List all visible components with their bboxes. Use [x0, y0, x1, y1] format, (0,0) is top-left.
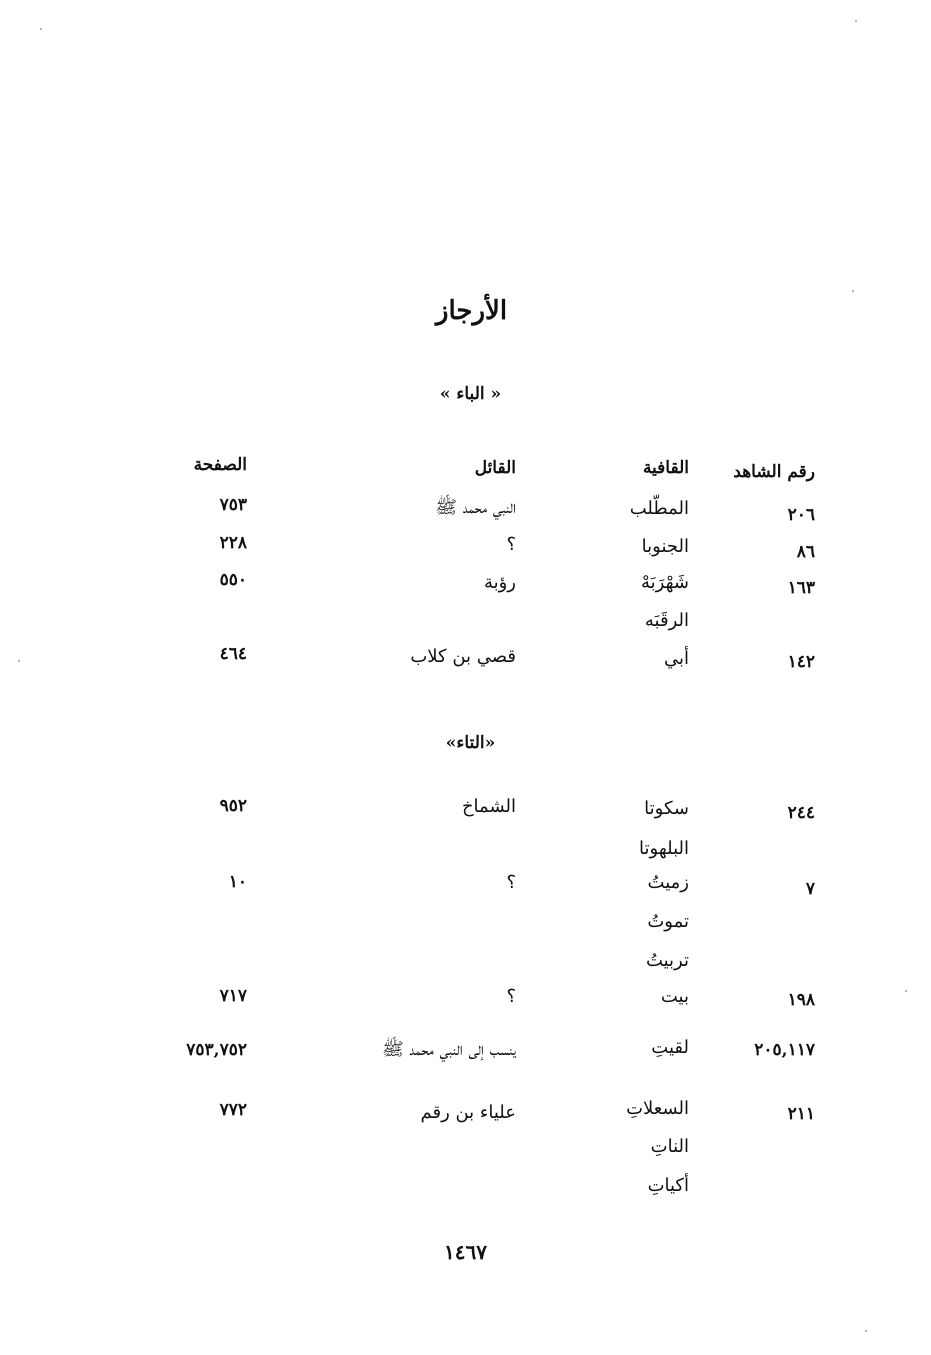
- table-cell-number: ٨٦: [796, 542, 815, 562]
- table-cell-page: ٩٥٢: [219, 796, 247, 816]
- header-poet: القائل: [474, 458, 516, 478]
- table-cell-number: ٢٠٥,١١٧: [754, 1040, 815, 1060]
- table-cell-page: ٤٦٤: [219, 644, 247, 664]
- table-cell-rhyme: الناتِ: [650, 1136, 689, 1157]
- table-cell-rhyme: بيت: [660, 986, 689, 1007]
- table-cell-rhyme: الجنوبا: [641, 536, 689, 557]
- table-cell-number: ٢٠٦: [787, 505, 815, 525]
- table-cell-page: ٧٥٣: [219, 495, 247, 515]
- table-cell-poet: علياء بن رقم: [420, 1102, 516, 1123]
- header-number: رقم الشاهد: [733, 462, 815, 482]
- table-cell-rhyme: سكوتا: [644, 798, 689, 819]
- scan-speck: [18, 660, 20, 662]
- table-cell-poet: ؟: [506, 534, 516, 555]
- table-cell-number: ١٩٨: [787, 990, 815, 1010]
- header-rhyme: القافية: [642, 458, 689, 478]
- table-cell-number: ١٦٣: [787, 578, 815, 598]
- table-cell-rhyme: زميتُ: [647, 872, 689, 893]
- table-cell-poet: ينسب إلى النبي محمد ﷺ: [381, 1039, 516, 1060]
- section-title-ba: « الباء »: [439, 384, 502, 404]
- section-title-ta: «التاء»: [445, 733, 496, 753]
- table-cell-number: ٧: [805, 879, 815, 899]
- table-cell-rhyme: الرقَبَه: [644, 610, 689, 631]
- scan-speck: [852, 290, 854, 292]
- table-cell-page: ٧٥٣,٧٥٢: [186, 1040, 247, 1060]
- table-cell-rhyme: المطّلب: [629, 498, 689, 519]
- table-cell-poet: قصي بن كلاب: [410, 646, 516, 667]
- table-cell-poet: ؟: [506, 872, 516, 893]
- scan-speck: [905, 990, 907, 992]
- table-cell-poet: رؤبة: [483, 572, 516, 593]
- table-cell-rhyme: تربيتُ: [645, 950, 689, 971]
- table-cell-number: ٢١١: [787, 1104, 815, 1124]
- scan-speck: [40, 28, 42, 30]
- table-cell-rhyme: لقيتِ: [651, 1037, 689, 1058]
- table-cell-page: ٢٢٨: [219, 533, 247, 553]
- scan-speck: [865, 1330, 867, 1332]
- table-cell-poet: ؟: [506, 986, 516, 1007]
- table-cell-rhyme: شَهْرَبَهْ: [641, 572, 689, 593]
- table-cell-poet: الشماخ: [461, 796, 516, 817]
- table-cell-rhyme: أبي: [663, 648, 689, 669]
- table-cell-page: ١٠: [228, 872, 247, 892]
- table-cell-rhyme: السعلاتِ: [626, 1098, 689, 1119]
- table-cell-page: ٧٧٢: [219, 1100, 247, 1120]
- table-cell-page: ٧١٧: [219, 986, 247, 1006]
- table-cell-rhyme: البلهوتا: [639, 838, 689, 859]
- page-number: ١٤٦٧: [444, 1240, 487, 1264]
- table-cell-number: ٢٤٤: [787, 803, 815, 823]
- page-title: الأرجاز: [435, 296, 508, 326]
- table-cell-poet: النبي محمد ﷺ: [435, 497, 516, 518]
- table-cell-rhyme: تموتُ: [647, 911, 689, 932]
- table-cell-number: ١٤٢: [787, 652, 815, 672]
- table-cell-page: ٥٥٠: [219, 570, 247, 590]
- table-cell-rhyme: أكياتِ: [647, 1175, 689, 1196]
- scan-speck: [855, 20, 857, 22]
- header-page: الصفحة: [193, 455, 247, 475]
